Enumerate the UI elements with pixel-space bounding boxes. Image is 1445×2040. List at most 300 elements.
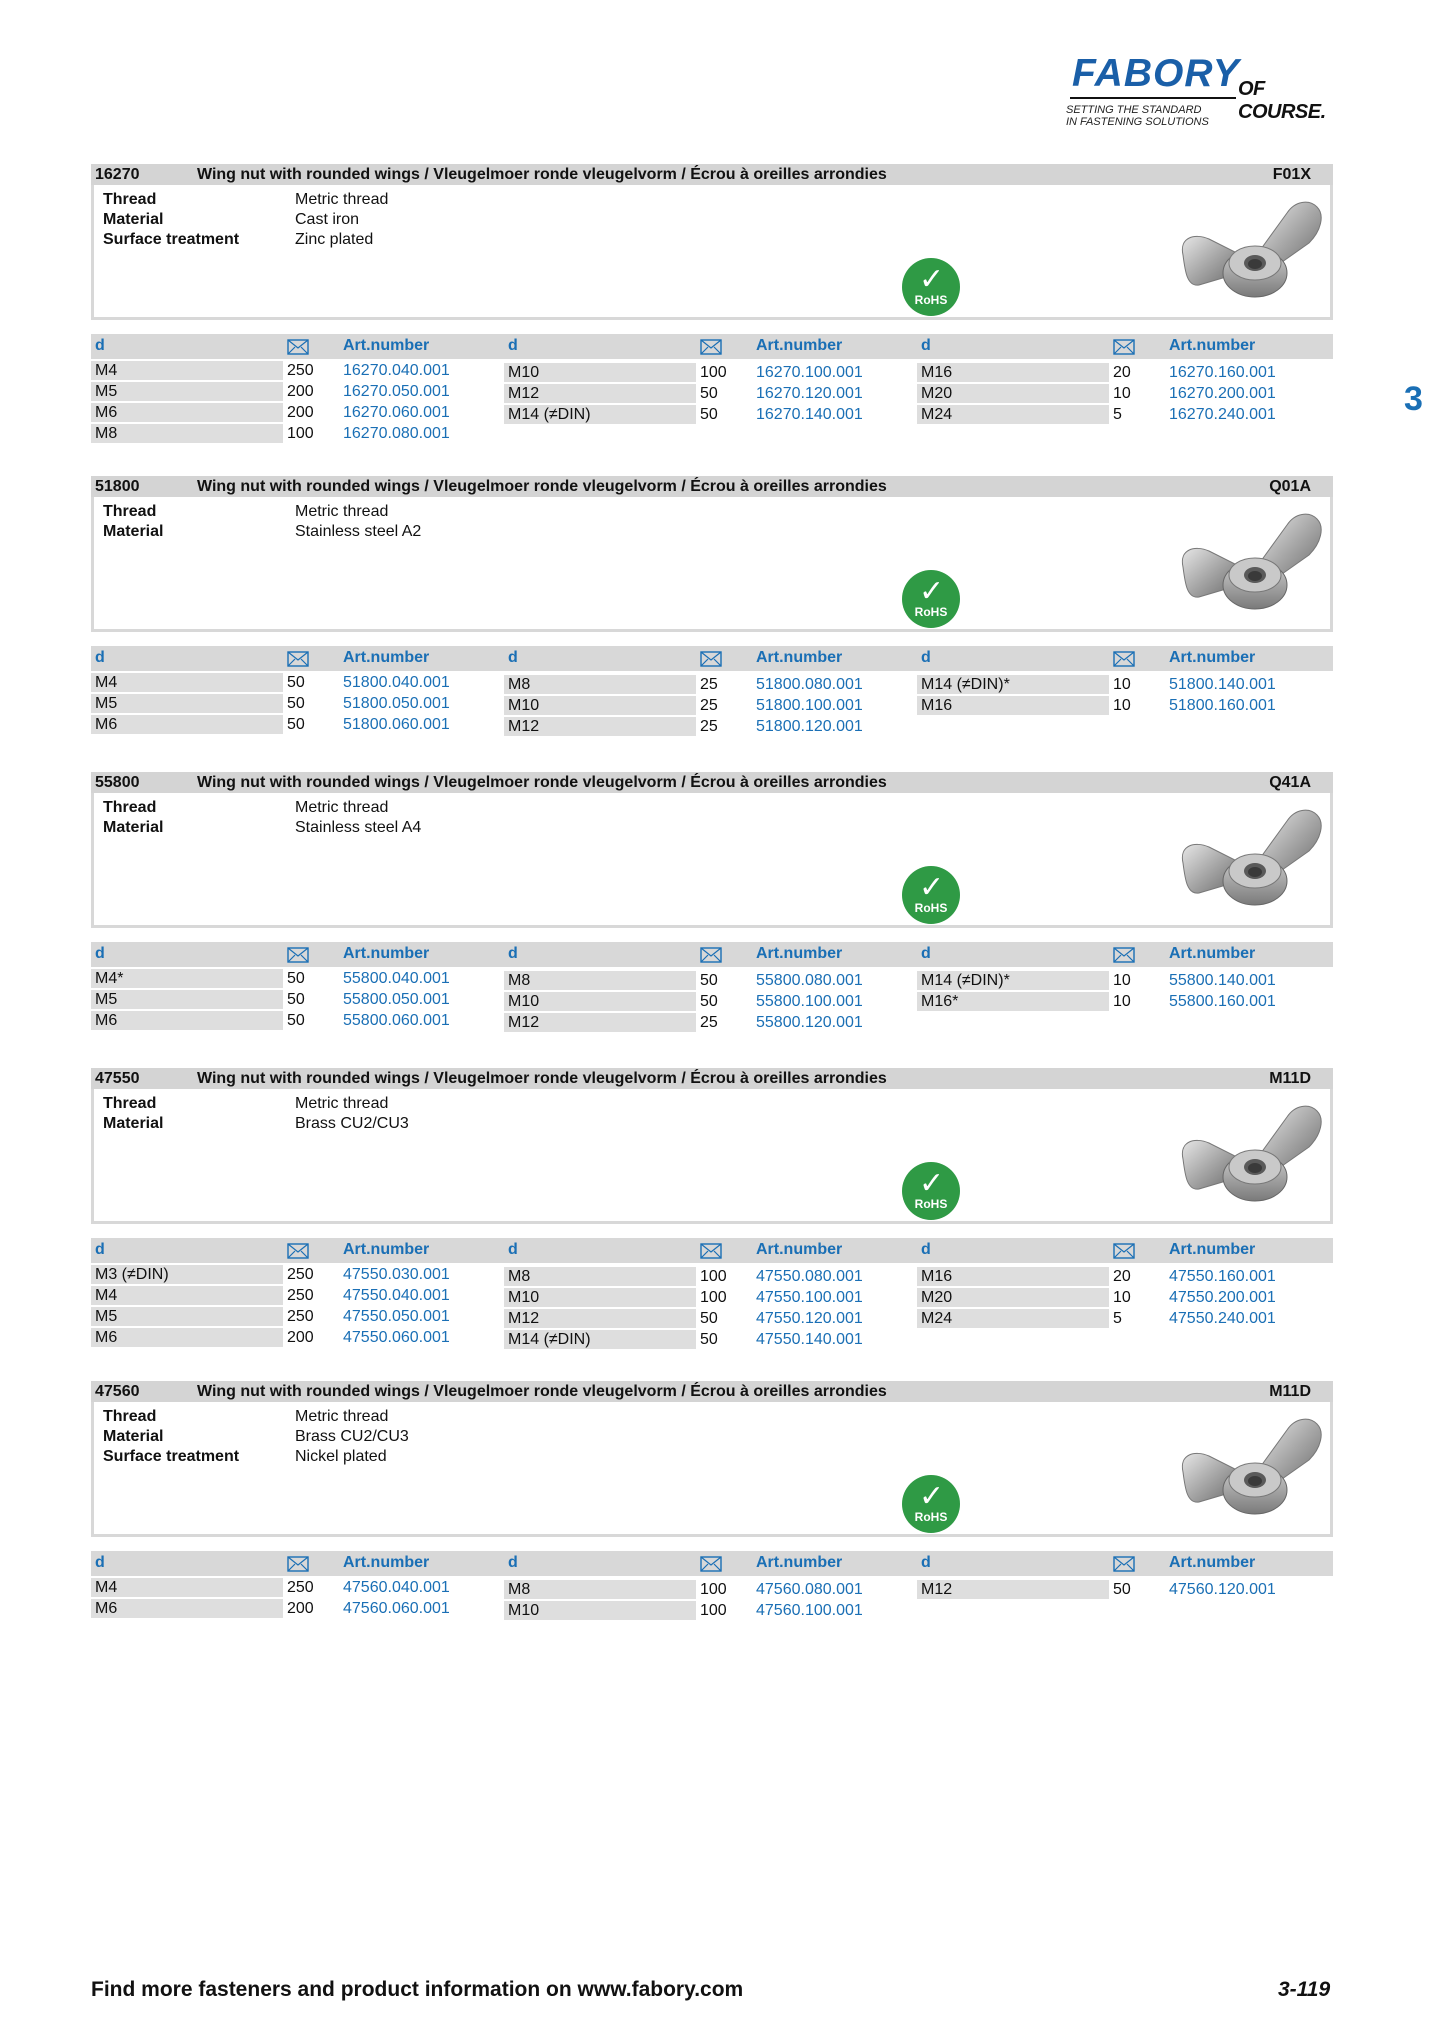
envelope-icon <box>1113 651 1135 667</box>
article-number-link[interactable]: 16270.060.001 <box>343 404 450 421</box>
thread-size: M10 <box>504 1288 696 1307</box>
size-table-header <box>91 1551 1333 1576</box>
pack-quantity: 50 <box>287 674 305 691</box>
column-header-art: Art.number <box>756 1241 843 1258</box>
thread-size: M16 <box>917 363 1109 382</box>
table-row <box>91 424 504 445</box>
product-code: 47560 <box>95 1383 140 1400</box>
pack-quantity: 250 <box>287 362 314 379</box>
spec-label: Thread <box>103 799 157 816</box>
pack-quantity: 10 <box>1113 676 1131 693</box>
size-table-header <box>91 646 1333 671</box>
thread-size: M8 <box>504 675 696 694</box>
size-column <box>917 971 1330 1013</box>
thread-size: M6 <box>91 1328 283 1347</box>
envelope-icon <box>1113 339 1135 355</box>
pack-quantity: 200 <box>287 1600 314 1617</box>
article-number-link[interactable]: 16270.050.001 <box>343 383 450 400</box>
column-header-d: d <box>508 649 518 666</box>
spec-value: Brass CU2/CU3 <box>295 1115 409 1132</box>
thread-size: M4 <box>91 1286 283 1305</box>
size-table-header <box>91 334 1333 359</box>
envelope-icon <box>1113 947 1135 963</box>
column-header-art: Art.number <box>756 1554 843 1571</box>
spec-value: Metric thread <box>295 1408 389 1425</box>
product-code: 51800 <box>95 478 140 495</box>
table-row <box>917 971 1330 992</box>
rohs-label: RoHS <box>914 1510 948 1524</box>
article-number-link[interactable]: 47550.050.001 <box>343 1308 450 1325</box>
spec-value: Zinc plated <box>295 231 374 248</box>
article-number-link[interactable]: 51800.050.001 <box>343 695 450 712</box>
article-number-link[interactable]: 51800.100.001 <box>756 697 863 714</box>
thread-size: M12 <box>504 384 696 403</box>
thread-size: M12 <box>504 717 696 736</box>
table-row <box>504 384 917 405</box>
table-row <box>91 1307 504 1328</box>
pack-quantity: 10 <box>1113 972 1131 989</box>
spec-value: Metric thread <box>295 1095 389 1112</box>
column-header-art: Art.number <box>343 1241 430 1258</box>
pack-quantity: 50 <box>700 993 718 1010</box>
pack-quantity: 25 <box>700 718 718 735</box>
pack-quantity: 10 <box>1113 1289 1131 1306</box>
thread-size: M8 <box>504 1267 696 1286</box>
thread-size: M16 <box>917 1267 1109 1286</box>
article-number-link[interactable]: 51800.160.001 <box>1169 697 1276 714</box>
article-number-link[interactable]: 55800.120.001 <box>756 1014 863 1031</box>
thread-size: M10 <box>504 992 696 1011</box>
article-number-link[interactable]: 16270.040.001 <box>343 362 450 379</box>
column-header-art: Art.number <box>343 337 430 354</box>
rohs-label: RoHS <box>914 293 948 307</box>
article-number-link[interactable]: 47550.100.001 <box>756 1289 863 1306</box>
wing-nut-image <box>1175 193 1325 311</box>
logo-underline <box>1070 97 1236 99</box>
thread-size: M10 <box>504 1601 696 1620</box>
pack-quantity: 100 <box>700 1289 727 1306</box>
size-table-header <box>91 942 1333 967</box>
thread-size: M8 <box>504 1580 696 1599</box>
product-title: Wing nut with rounded wings / Vleugelmoer ronde vleugelvorm / Écrou à oreilles arrondies <box>197 478 887 495</box>
pack-quantity: 250 <box>287 1579 314 1596</box>
pack-quantity: 250 <box>287 1266 314 1283</box>
product-classification: M11D <box>1269 1070 1311 1087</box>
pack-quantity: 20 <box>1113 364 1131 381</box>
column-header-art: Art.number <box>1169 1554 1256 1571</box>
article-number-link[interactable]: 51800.120.001 <box>756 718 863 735</box>
size-column <box>504 363 917 426</box>
thread-size: M6 <box>91 1011 283 1030</box>
article-number-link[interactable]: 47550.120.001 <box>756 1310 863 1327</box>
size-column <box>91 673 504 736</box>
thread-size: M6 <box>91 1599 283 1618</box>
pack-quantity: 100 <box>700 364 727 381</box>
column-header-art: Art.number <box>756 945 843 962</box>
article-number-link[interactable]: 55800.080.001 <box>756 972 863 989</box>
column-header-art: Art.number <box>343 649 430 666</box>
pack-quantity: 200 <box>287 1329 314 1346</box>
envelope-icon <box>287 1243 309 1259</box>
thread-size: M12 <box>504 1013 696 1032</box>
article-number-link[interactable]: 51800.140.001 <box>1169 676 1276 693</box>
envelope-icon <box>700 339 722 355</box>
thread-size: M5 <box>91 1307 283 1326</box>
table-row <box>917 1267 1330 1288</box>
pack-quantity: 200 <box>287 404 314 421</box>
spec-label: Material <box>103 819 164 836</box>
table-row <box>91 1265 504 1286</box>
thread-size: M8 <box>504 971 696 990</box>
spec-value: Nickel plated <box>295 1448 387 1465</box>
table-row <box>917 1580 1330 1601</box>
pack-quantity: 50 <box>700 406 718 423</box>
spec-label: Surface treatment <box>103 1448 240 1465</box>
column-header-d: d <box>95 337 105 354</box>
spec-value: Brass CU2/CU3 <box>295 1428 409 1445</box>
article-number-link[interactable]: 47560.120.001 <box>1169 1581 1276 1598</box>
thread-size: M14 (≠DIN) <box>504 1330 696 1349</box>
rohs-label: RoHS <box>914 901 948 915</box>
product-code: 55800 <box>95 774 140 791</box>
article-number-link[interactable]: 16270.080.001 <box>343 425 450 442</box>
spec-label: Material <box>103 523 164 540</box>
rohs-badge <box>902 570 960 628</box>
product-code: 47550 <box>95 1070 140 1087</box>
pack-quantity: 100 <box>700 1602 727 1619</box>
table-row <box>504 1601 917 1622</box>
rohs-check-icon: ✓ <box>919 1167 945 1200</box>
size-table-header <box>91 1238 1333 1263</box>
article-number-link[interactable]: 47550.140.001 <box>756 1331 863 1348</box>
pack-quantity: 250 <box>287 1287 314 1304</box>
thread-size: M5 <box>91 990 283 1009</box>
rohs-check-icon: ✓ <box>919 575 945 608</box>
size-column <box>504 1267 917 1351</box>
pack-quantity: 50 <box>700 1310 718 1327</box>
wing-nut-image <box>1175 505 1325 623</box>
pack-quantity: 100 <box>287 425 314 442</box>
table-row <box>91 694 504 715</box>
column-header-art: Art.number <box>1169 1241 1256 1258</box>
logo-brand: FABORY <box>1072 52 1240 95</box>
column-header-d: d <box>508 337 518 354</box>
table-row <box>504 1288 917 1309</box>
thread-size: M14 (≠DIN) <box>504 405 696 424</box>
article-number-link[interactable]: 55800.040.001 <box>343 970 450 987</box>
product-spec-box <box>91 1402 1333 1537</box>
table-row <box>91 969 504 990</box>
pack-quantity: 20 <box>1113 1268 1131 1285</box>
thread-size: M6 <box>91 403 283 422</box>
pack-quantity: 50 <box>1113 1581 1131 1598</box>
table-row <box>91 990 504 1011</box>
pack-quantity: 25 <box>700 1014 718 1031</box>
product-code: 16270 <box>95 166 140 183</box>
thread-size: M14 (≠DIN)* <box>917 971 1109 990</box>
envelope-icon <box>287 947 309 963</box>
article-number-link[interactable]: 16270.160.001 <box>1169 364 1276 381</box>
pack-quantity: 50 <box>287 716 305 733</box>
pack-quantity: 10 <box>1113 697 1131 714</box>
envelope-icon <box>700 1243 722 1259</box>
envelope-icon <box>1113 1556 1135 1572</box>
thread-size: M20 <box>917 1288 1109 1307</box>
table-row <box>917 405 1330 426</box>
size-column <box>91 969 504 1032</box>
pack-quantity: 25 <box>700 676 718 693</box>
table-row <box>504 717 917 738</box>
spec-label: Thread <box>103 1095 157 1112</box>
table-row <box>91 403 504 424</box>
pack-quantity: 200 <box>287 383 314 400</box>
envelope-icon <box>700 947 722 963</box>
table-row <box>91 1286 504 1307</box>
article-number-link[interactable]: 55800.100.001 <box>756 993 863 1010</box>
column-header-d: d <box>95 945 105 962</box>
spec-value: Stainless steel A2 <box>295 523 422 540</box>
envelope-icon <box>287 339 309 355</box>
spec-value: Cast iron <box>295 211 360 228</box>
spec-label: Thread <box>103 503 157 520</box>
article-number-link[interactable]: 55800.050.001 <box>343 991 450 1008</box>
table-row <box>504 405 917 426</box>
spec-label: Material <box>103 1115 164 1132</box>
article-number-link[interactable]: 55800.140.001 <box>1169 972 1276 989</box>
article-number-link[interactable]: 47550.030.001 <box>343 1266 450 1283</box>
column-header-d: d <box>95 1554 105 1571</box>
article-number-link[interactable]: 16270.240.001 <box>1169 406 1276 423</box>
wing-nut-image <box>1175 1097 1325 1215</box>
rohs-label: RoHS <box>914 1197 948 1211</box>
envelope-icon <box>700 1556 722 1572</box>
article-number-link[interactable]: 16270.100.001 <box>756 364 863 381</box>
thread-size: M14 (≠DIN)* <box>917 675 1109 694</box>
table-row <box>504 1267 917 1288</box>
wing-nut-image <box>1175 1410 1325 1528</box>
envelope-icon <box>287 651 309 667</box>
table-row <box>91 715 504 736</box>
article-number-link[interactable]: 47550.040.001 <box>343 1287 450 1304</box>
rohs-check-icon: ✓ <box>919 871 945 904</box>
pack-quantity: 100 <box>700 1268 727 1285</box>
column-header-art: Art.number <box>756 649 843 666</box>
thread-size: M6 <box>91 715 283 734</box>
table-row <box>917 384 1330 405</box>
thread-size: M4 <box>91 1578 283 1597</box>
article-number-link[interactable]: 47550.080.001 <box>756 1268 863 1285</box>
pack-quantity: 50 <box>700 972 718 989</box>
product-header <box>91 164 1333 185</box>
wing-nut-image <box>1175 801 1325 919</box>
thread-size: M5 <box>91 694 283 713</box>
logo-slogan: OF COURSE. <box>1238 78 1326 123</box>
article-number-link[interactable]: 51800.080.001 <box>756 676 863 693</box>
article-number-link[interactable]: 16270.200.001 <box>1169 385 1276 402</box>
table-row <box>504 971 917 992</box>
table-row <box>504 1309 917 1330</box>
size-column <box>504 1580 917 1622</box>
column-header-art: Art.number <box>756 337 843 354</box>
rohs-label: RoHS <box>914 605 948 619</box>
pack-quantity: 5 <box>1113 406 1122 423</box>
table-row <box>917 992 1330 1013</box>
column-header-art: Art.number <box>343 945 430 962</box>
pack-quantity: 50 <box>700 1331 718 1348</box>
page-number: 3-119 <box>1278 1978 1331 2001</box>
thread-size: M16* <box>917 992 1109 1011</box>
product-spec-box <box>91 185 1333 320</box>
product-spec-box <box>91 1089 1333 1224</box>
table-row <box>504 363 917 384</box>
table-row <box>504 1330 917 1351</box>
rohs-badge <box>902 1475 960 1533</box>
article-number-link[interactable]: 47560.080.001 <box>756 1581 863 1598</box>
column-header-d: d <box>921 337 931 354</box>
product-header <box>91 1381 1333 1402</box>
thread-size: M3 (≠DIN) <box>91 1265 283 1284</box>
table-row <box>917 696 1330 717</box>
table-row <box>91 673 504 694</box>
column-header-art: Art.number <box>343 1554 430 1571</box>
product-spec-box <box>91 497 1333 632</box>
size-column <box>91 361 504 445</box>
envelope-icon <box>1113 1243 1135 1259</box>
table-row <box>91 361 504 382</box>
product-classification: M11D <box>1269 1383 1311 1400</box>
thread-size: M10 <box>504 363 696 382</box>
size-column <box>91 1578 504 1620</box>
article-number-link[interactable]: 47560.100.001 <box>756 1602 863 1619</box>
spec-label: Thread <box>103 191 157 208</box>
size-column <box>917 363 1330 426</box>
spec-value: Metric thread <box>295 503 389 520</box>
pack-quantity: 10 <box>1113 385 1131 402</box>
table-row <box>917 1309 1330 1330</box>
column-header-d: d <box>95 1241 105 1258</box>
pack-quantity: 5 <box>1113 1310 1122 1327</box>
article-number-link[interactable]: 47550.160.001 <box>1169 1268 1276 1285</box>
column-header-d: d <box>921 945 931 962</box>
pack-quantity: 50 <box>287 695 305 712</box>
column-header-d: d <box>508 1241 518 1258</box>
article-number-link[interactable]: 47560.040.001 <box>343 1579 450 1596</box>
product-title: Wing nut with rounded wings / Vleugelmoer ronde vleugelvorm / Écrou à oreilles arrondies <box>197 1383 887 1400</box>
pack-quantity: 50 <box>700 385 718 402</box>
product-title: Wing nut with rounded wings / Vleugelmoer ronde vleugelvorm / Écrou à oreilles arrondies <box>197 774 887 791</box>
pack-quantity: 250 <box>287 1308 314 1325</box>
spec-value: Metric thread <box>295 799 389 816</box>
article-number-link[interactable]: 55800.060.001 <box>343 1012 450 1029</box>
pack-quantity: 50 <box>287 991 305 1008</box>
thread-size: M5 <box>91 382 283 401</box>
thread-size: M12 <box>917 1580 1109 1599</box>
envelope-icon <box>700 651 722 667</box>
product-spec-box <box>91 793 1333 928</box>
table-row <box>917 1288 1330 1309</box>
product-title: Wing nut with rounded wings / Vleugelmoer ronde vleugelvorm / Écrou à oreilles arrondies <box>197 1070 887 1087</box>
column-header-d: d <box>508 945 518 962</box>
size-column <box>91 1265 504 1349</box>
article-number-link[interactable]: 47550.060.001 <box>343 1329 450 1346</box>
logo-tagline <box>1066 104 1209 128</box>
column-header-d: d <box>921 1554 931 1571</box>
table-row <box>91 1599 504 1620</box>
product-classification: F01X <box>1272 166 1311 183</box>
column-header-d: d <box>95 649 105 666</box>
column-header-d: d <box>921 1241 931 1258</box>
spec-label: Thread <box>103 1408 157 1425</box>
product-header <box>91 476 1333 497</box>
thread-size: M24 <box>917 405 1109 424</box>
table-row <box>504 1013 917 1034</box>
table-row <box>91 382 504 403</box>
product-header <box>91 772 1333 793</box>
table-row <box>91 1328 504 1349</box>
column-header-art: Art.number <box>1169 945 1256 962</box>
article-number-link[interactable]: 51800.040.001 <box>343 674 450 691</box>
article-number-link[interactable]: 47560.060.001 <box>343 1600 450 1617</box>
pack-quantity: 50 <box>287 1012 305 1029</box>
rohs-check-icon: ✓ <box>919 1480 945 1513</box>
fabory-logo <box>1066 52 1356 132</box>
pack-quantity: 10 <box>1113 993 1131 1010</box>
spec-label: Material <box>103 1428 164 1445</box>
article-number-link[interactable]: 47550.200.001 <box>1169 1289 1276 1306</box>
size-column <box>504 971 917 1034</box>
logo-tagline-1: SETTING THE STANDARD <box>1066 104 1202 116</box>
article-number-link[interactable]: 47550.240.001 <box>1169 1310 1276 1327</box>
chapter-number: 3 <box>1404 380 1423 418</box>
table-row <box>504 1580 917 1601</box>
thread-size: M20 <box>917 384 1109 403</box>
envelope-icon <box>287 1556 309 1572</box>
size-column <box>917 675 1330 717</box>
table-row <box>917 363 1330 384</box>
thread-size: M8 <box>91 424 283 443</box>
table-row <box>504 675 917 696</box>
thread-size: M4* <box>91 969 283 988</box>
article-number-link[interactable]: 55800.160.001 <box>1169 993 1276 1010</box>
article-number-link[interactable]: 16270.120.001 <box>756 385 863 402</box>
size-column <box>917 1267 1330 1330</box>
article-number-link[interactable]: 51800.060.001 <box>343 716 450 733</box>
thread-size: M12 <box>504 1309 696 1328</box>
spec-value: Stainless steel A4 <box>295 819 422 836</box>
product-classification: Q01A <box>1269 478 1311 495</box>
table-row <box>91 1578 504 1599</box>
spec-value: Metric thread <box>295 191 389 208</box>
thread-size: M10 <box>504 696 696 715</box>
pack-quantity: 25 <box>700 697 718 714</box>
spec-label: Surface treatment <box>103 231 240 248</box>
product-title: Wing nut with rounded wings / Vleugelmoer ronde vleugelvorm / Écrou à oreilles arrondies <box>197 166 887 183</box>
thread-size: M4 <box>91 361 283 380</box>
pack-quantity: 50 <box>287 970 305 987</box>
article-number-link[interactable]: 16270.140.001 <box>756 406 863 423</box>
column-header-art: Art.number <box>1169 337 1256 354</box>
size-column <box>917 1580 1330 1601</box>
thread-size: M4 <box>91 673 283 692</box>
size-column <box>504 675 917 738</box>
column-header-d: d <box>508 1554 518 1571</box>
table-row <box>917 675 1330 696</box>
table-row <box>504 992 917 1013</box>
thread-size: M24 <box>917 1309 1109 1328</box>
footer-text: Find more fasteners and product information on www.fabory.com <box>91 1978 744 2001</box>
thread-size: M16 <box>917 696 1109 715</box>
table-row <box>504 696 917 717</box>
